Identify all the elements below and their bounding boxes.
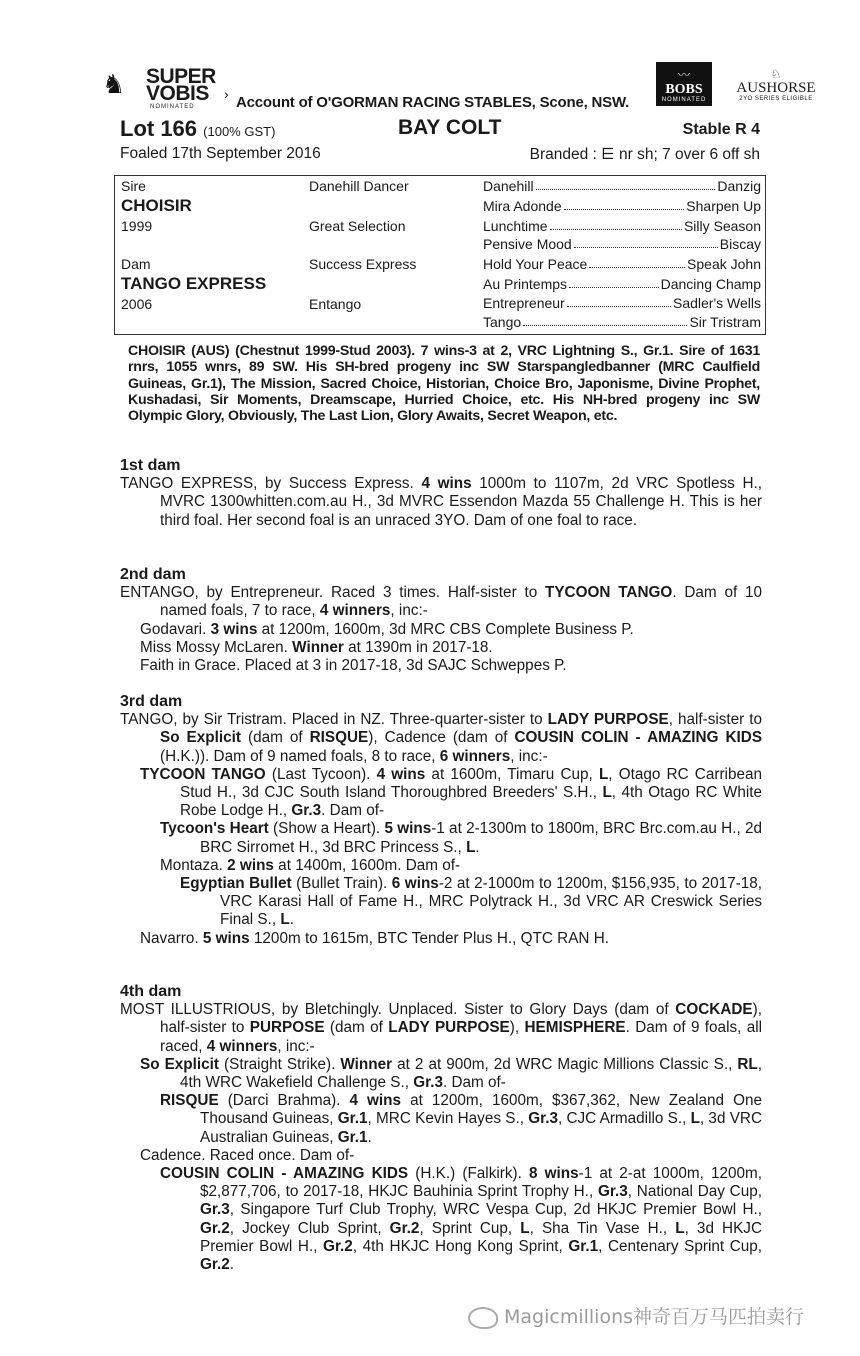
super-vobis-subtext: NOMINATED: [150, 104, 195, 110]
progeny-entry: COUSIN COLIN - AMAZING KIDS (H.K.) (Falkirk). 8 wins-1 at 2-at 1000m, 1200m, $2,877,706, to 2017-18, HKJC Bauhinia Sprint Trophy H., Gr.3, National Day Cup, Gr.3, Singapore Turf Club Trophy, WRC Vespa Cup, 2d HKJC Premier Bowl H., Gr.2, Jockey Club Sprint, Gr.2, Sprint Cup, L, Sha Tin Vase H., L, 3d HKJC Premier Bowl H., Gr.2, 4th HKJC Hong Kong Sprint, Gr.1, Centenary Sprint Cup, Gr.2.: [160, 1165, 763, 1274]
chevron-right-icon: ›: [224, 86, 229, 102]
dam-paragraph: TANGO, by Sir Tristram. Placed in NZ. Three-quarter-sister to LADY PURPOSE, half-sister to So Explicit (dam of RISQUE), Cadence (dam of COUSIN COLIN - AMAZING KIDS (H.K.)). Dam of 9 named foals, 8 to race, 6 winners, inc:-: [120, 711, 763, 765]
progeny-entry: TYCOON TANGO (Last Tycoon). 4 wins at 1600m, Timaru Cup, L, Otago RC Carribean Stud H., 3d CJC South Island Thoroughbred Breeders' S.H., L, 4th Otago RC White Robe Lodge H., Gr.3. Dam of-: [140, 765, 762, 820]
bobs-logo-text: BOBS: [665, 82, 703, 97]
watermark: [468, 1302, 804, 1329]
bird-icon: 〰: [677, 68, 690, 82]
grandparent: Great Selection: [309, 218, 406, 234]
ancestor-sire: Sharpen Up: [686, 198, 761, 214]
section-heading: 3rd dam: [120, 693, 183, 710]
bobs-logo: [656, 62, 712, 106]
section-heading: 4th dam: [120, 983, 182, 1000]
vendor-account: Account of O'GORMAN RACING STABLES, Scone, NSW.: [236, 94, 630, 111]
lot-label: Lot 166: [120, 116, 198, 141]
pedigree-row: [483, 256, 761, 272]
fourth-dam-section: [120, 983, 762, 1274]
progeny-entry: Navarro. 5 wins 1200m to 1615m, BTC Tender Plus H., QTC RAN H.: [140, 929, 609, 947]
pedigree-row: [483, 295, 761, 311]
ancestor: Au Printemps: [483, 276, 568, 292]
ancestor: Pensive Mood: [483, 236, 572, 252]
lot-number: [120, 116, 275, 142]
sire-year: 1999: [121, 218, 153, 234]
third-dam-section: [120, 693, 762, 948]
ancestor-sire: Silly Season: [683, 218, 761, 234]
section-heading: 1st dam: [120, 457, 181, 474]
dam-year: 2006: [121, 296, 153, 312]
ancestor-sire: Sir Tristram: [689, 314, 761, 330]
ancestor: Hold Your Peace: [483, 256, 588, 272]
sire-label: Sire: [121, 178, 146, 194]
ancestor-sire: Danzig: [717, 178, 761, 194]
ancestor: Entrepreneur: [483, 295, 565, 311]
aushorse-logo-subtext: 2YO SERIES ELIGIBLE: [739, 96, 813, 102]
progeny-entry: Miss Mossy McLaren. Winner at 1390m in 2017-18.: [140, 638, 493, 656]
horse-icon: ♘: [770, 67, 782, 81]
header-logos: [100, 62, 820, 114]
watermark-text: Magicmillions神奇百万马匹拍卖行: [504, 1306, 805, 1328]
pedigree-row: [483, 198, 761, 214]
first-dam-section: [120, 457, 762, 530]
aushorse-logo-text: AUSHORSE: [736, 80, 816, 96]
grandparent: Success Express: [309, 256, 417, 272]
pedigree-row: [483, 218, 761, 234]
horse-logo-icon: ♞: [102, 70, 126, 100]
brand-marks: Branded : ⋿ nr sh; 7 over 6 off sh: [529, 146, 760, 163]
progeny-entry: Egyptian Bullet (Bullet Train). 6 wins-2 at 2-1000m to 1200m, $156,935, to 2017-18, VRC Karasi Hall of Fame H., MRC Polytrack H., 3d VRC AR Creswick Series Final S., L.: [180, 875, 762, 929]
horse-description: BAY COLT: [398, 116, 502, 139]
wechat-icon: [468, 1307, 498, 1329]
foaled-line: [120, 145, 760, 165]
progeny-entry: Godavari. 3 wins at 1200m, 1600m, 3d MRC CBS Complete Business P.: [140, 620, 634, 638]
super-vobis-logo: [102, 66, 230, 112]
progeny-entry: Tycoon's Heart (Show a Heart). 5 wins-1 at 2-1300m to 1800m, BRC Brc.com.au H., 2d BRC Sirromet H., 3d BRC Princess S., L.: [160, 820, 762, 856]
gst-note: (100% GST): [203, 124, 276, 139]
dam-paragraph: ENTANGO, by Entrepreneur. Raced 3 times. Half-sister to TYCOON TANGO. Dam of 10 named foals, 7 to race, 4 winners, inc:-: [120, 584, 762, 620]
pedigree-table: [114, 175, 766, 335]
ancestor-sire: Biscay: [719, 236, 761, 252]
dam-paragraph: MOST ILLUSTRIOUS, by Bletchingly. Unplaced. Sister to Glory Days (dam of COCKADE), half-sister to PURPOSE (dam of LADY PURPOSE), HEMISPHERE. Dam of 9 foals, all raced, 4 winners, inc:-: [120, 1001, 763, 1055]
sire-summary: CHOISIR (AUS) (Chestnut 1999-Stud 2003). 7 wins-3 at 2, VRC Lightning S., Gr.1. Sire of 1631 rnrs, 1055 wnrs, 89 SW. His SH-bred progeny inc SW Starspangledbanner (MRC Caulfield Guineas, Gr.1), The Mission, Sacred Choice, Historian, Choice Bro, Japonisme, Divine Prophet, Kushadasi, Sir Moments, Dreamscape, Hurried Choice, etc. His NH-bred progeny inc SW Olympic Glory, Obviously, The Last Lion, Glory Awaits, Secret Weapon, etc.: [128, 343, 760, 425]
foaled-date: Foaled 17th September 2016: [120, 145, 321, 162]
ancestor: Mira Adonde: [483, 198, 562, 214]
dam-label: Dam: [121, 256, 151, 272]
ancestor-sire: Sadler's Wells: [673, 295, 761, 311]
progeny-entry: Cadence. Raced once. Dam of-: [140, 1146, 355, 1164]
progeny-entry: So Explicit (Straight Strike). Winner at 2 at 900m, 2d WRC Magic Millions Classic S., RL, 4th WRC Wakefield Challenge S., Gr.3. Dam of-: [140, 1055, 763, 1092]
grandparent: Entango: [309, 296, 362, 312]
section-heading: 2nd dam: [120, 566, 186, 583]
second-dam-section: [120, 566, 762, 675]
super-vobis-text: SUPER VOBIS: [146, 65, 216, 105]
ancestor-sire: Dancing Champ: [660, 276, 761, 292]
ancestor: Lunchtime: [483, 218, 548, 234]
pedigree-row: [483, 276, 761, 292]
stable-location: Stable R 4: [682, 121, 760, 138]
dam-name: TANGO EXPRESS: [121, 274, 267, 293]
pedigree-row: [483, 314, 761, 330]
pedigree-row: [483, 236, 761, 252]
progeny-entry: Faith in Grace. Placed at 3 in 2017-18, 3d SAJC Schweppes P.: [140, 657, 567, 675]
ancestor-sire: Speak John: [687, 256, 761, 272]
bobs-logo-subtext: NOMINATED: [661, 97, 707, 103]
grandparent: Danehill Dancer: [309, 178, 409, 194]
lot-header: [120, 116, 760, 142]
aushorse-logo: [730, 68, 822, 102]
dam-paragraph: TANGO EXPRESS, by Success Express. 4 wins 1000m to 1107m, 2d VRC Spotless H., MVRC 1300whitten.com.au H., 3d MVRC Essendon Mazda 55 Challenge H. This is her third foal. Her second foal is an unraced 3YO. Dam of one foal to race.: [120, 475, 762, 529]
progeny-entry: Montaza. 2 wins at 1400m, 1600m. Dam of-: [160, 856, 461, 874]
progeny-entry: RISQUE (Darci Brahma). 4 wins at 1200m, 1600m, $367,362, New Zealand One Thousand Guineas, Gr.1, MRC Kevin Hayes S., Gr.3, CJC Armadillo S., L, 3d VRC Australian Guineas, Gr.1.: [160, 1092, 762, 1146]
ancestor: Tango: [483, 314, 522, 330]
pedigree-row: [483, 178, 761, 194]
ancestor: Danehill: [483, 178, 534, 194]
sire-name: CHOISIR: [121, 196, 192, 215]
